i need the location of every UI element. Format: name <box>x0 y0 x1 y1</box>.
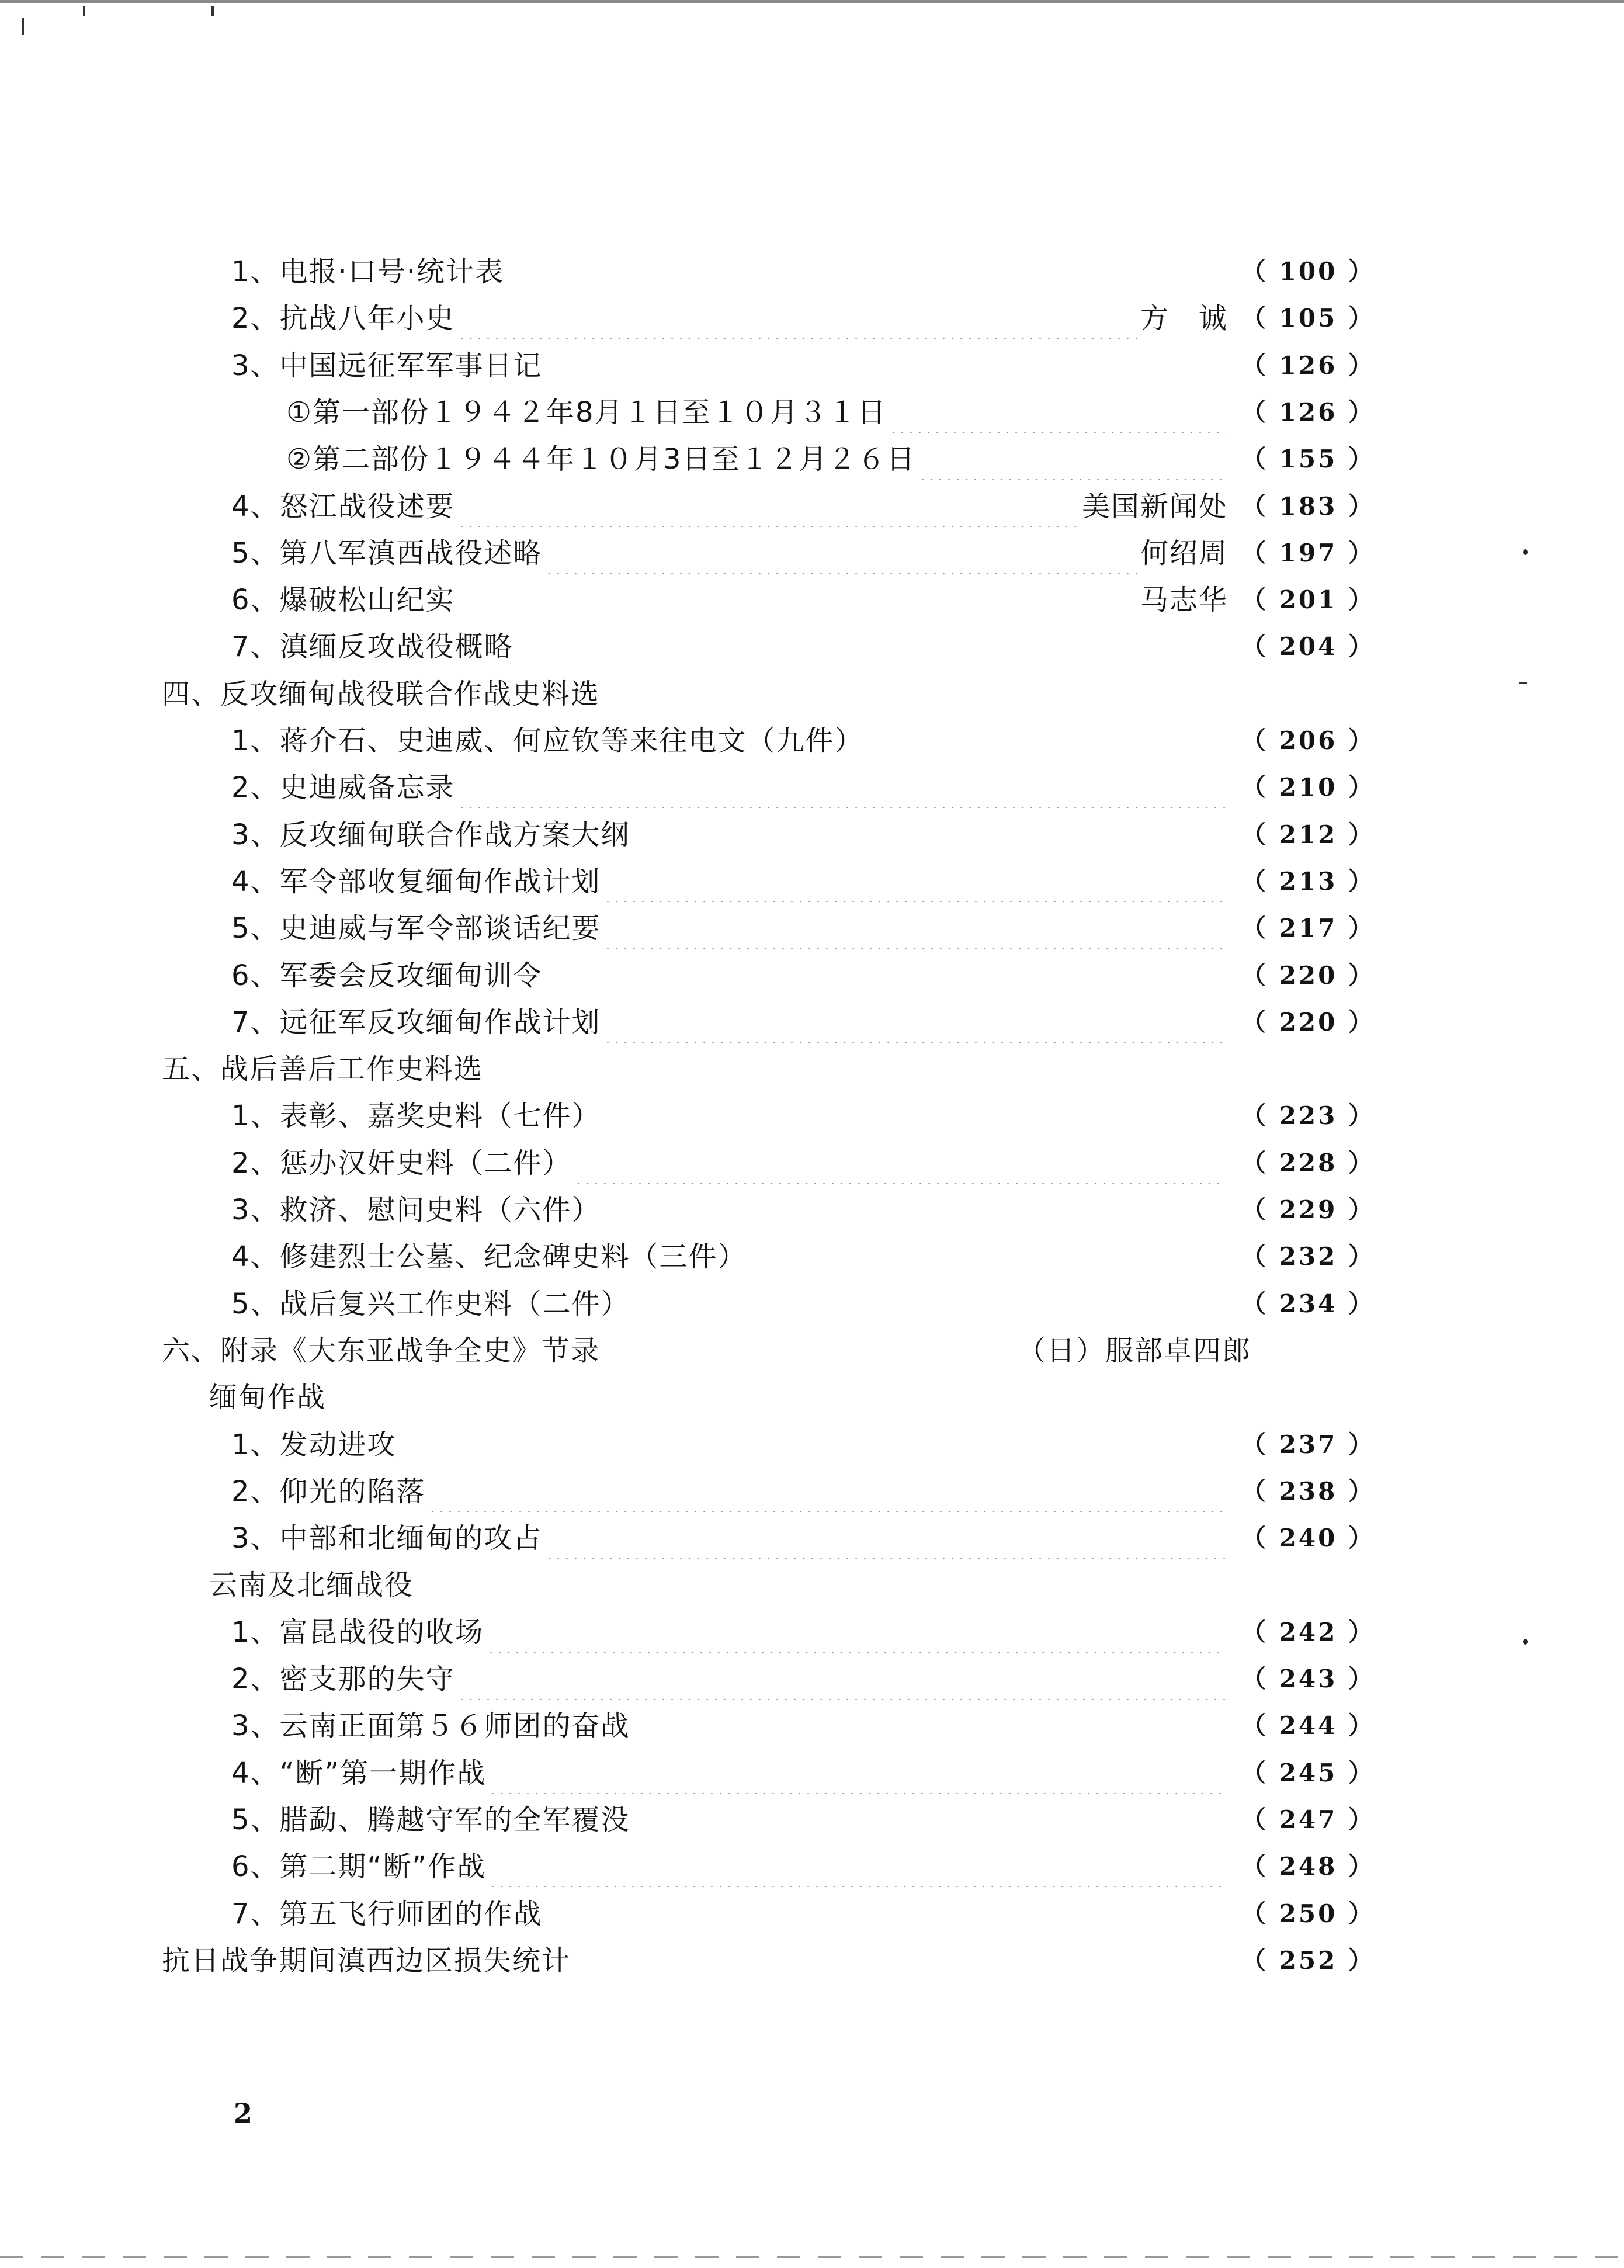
toc-entry[interactable] <box>231 1894 1375 1934</box>
toc-entry[interactable] <box>231 767 1375 808</box>
dot-leader <box>545 345 1226 386</box>
toc-entry-title: 3、反攻缅甸联合作战方案大纲 <box>231 818 630 851</box>
dot-leader <box>457 580 1138 620</box>
page-number: 2 <box>234 2097 253 2129</box>
toc-entry-title: 6、爆破松山纪实 <box>231 584 455 617</box>
dot-leader <box>603 1190 1226 1230</box>
dot-leader <box>918 439 1226 480</box>
toc-entry-page: （ 232 ） <box>1241 1242 1375 1271</box>
toc-entry[interactable] <box>231 626 1375 667</box>
toc-entry-author: （日）服部卓四郎 <box>1017 1334 1251 1367</box>
dot-leader <box>633 814 1226 855</box>
toc-entry-page: （ 240 ） <box>1241 1524 1375 1553</box>
toc-entry[interactable] <box>231 1846 1375 1887</box>
dot-leader <box>603 861 1226 902</box>
toc-entry-page: （ 245 ） <box>1241 1758 1375 1787</box>
dot-leader <box>488 1753 1226 1794</box>
toc-entry-title: 6、军委会反攻缅甸训令 <box>231 959 543 992</box>
dot-leader <box>574 1143 1226 1184</box>
toc-entry-title: 4、修建烈士公墓、纪念碑史料（三件） <box>231 1240 747 1274</box>
toc-entry-title: 3、中国远征军军事日记 <box>231 349 543 382</box>
toc-entry-title: 1、富昆战役的收场 <box>231 1615 484 1649</box>
toc-entry[interactable] <box>231 486 1375 527</box>
toc-entry-page: （ 220 ） <box>1241 960 1375 990</box>
toc-entry-title: 抗日战争期间滇西边区损失统计 <box>162 1944 571 1977</box>
toc-entry[interactable] <box>231 1143 1375 1184</box>
toc-entry[interactable] <box>231 720 1375 761</box>
dot-leader <box>488 1846 1226 1887</box>
toc-entry-title: 4、怒江战役述要 <box>231 490 455 523</box>
toc-entry-title: 1、蒋介石、史迪威、何应钦等来往电文（九件） <box>231 724 864 757</box>
toc-entry-page: （ 243 ） <box>1241 1664 1375 1693</box>
toc-entry-page: （ 217 ） <box>1241 914 1375 943</box>
toc-entry-page: （ 234 ） <box>1241 1289 1375 1318</box>
toc-entry[interactable] <box>231 955 1375 996</box>
dot-leader <box>749 1236 1226 1277</box>
toc-entry-page: （ 212 ） <box>1241 820 1375 849</box>
toc-entry[interactable] <box>231 251 1375 292</box>
dot-leader <box>545 1894 1226 1934</box>
toc-entry-page: （ 201 ） <box>1241 585 1375 615</box>
toc-entry[interactable] <box>231 1424 1375 1465</box>
toc-entry[interactable] <box>231 1284 1375 1324</box>
toc-entry-page: （ 100 ） <box>1241 257 1375 286</box>
toc-entry-title: 5、第八军滇西战役述略 <box>231 536 543 570</box>
toc-entry[interactable] <box>231 814 1375 855</box>
toc-entry-page: （ 238 ） <box>1241 1476 1375 1506</box>
scan-artifact <box>22 18 24 35</box>
toc-entry[interactable] <box>231 533 1375 574</box>
toc-entry-page: （ 242 ） <box>1241 1617 1375 1646</box>
dot-leader <box>516 626 1226 667</box>
toc-entry-title: 7、远征军反攻缅甸作战计划 <box>231 1005 601 1039</box>
toc-entry-page: （ 213 ） <box>1241 866 1375 896</box>
toc-entry-author: 何绍周 <box>1140 536 1228 570</box>
dot-leader <box>889 392 1226 433</box>
toc-entry-page: （ 197 ） <box>1241 538 1375 567</box>
toc-entry[interactable] <box>162 1940 1375 1981</box>
toc-entry-page: （ 247 ） <box>1241 1805 1375 1834</box>
toc-entry-author: 方 诚 <box>1140 302 1228 335</box>
toc-entry-page: （ 223 ） <box>1241 1101 1375 1130</box>
dot-leader <box>399 1424 1226 1465</box>
toc-entry-title: 2、抗战八年小史 <box>231 302 455 335</box>
toc-section-heading <box>162 1049 1228 1090</box>
toc-entry-title: 6、第二期“断”作战 <box>231 1850 487 1884</box>
toc-entry[interactable] <box>162 1330 1251 1371</box>
toc-section-heading <box>162 674 1228 715</box>
toc-entry-title: 缅甸作战 <box>209 1381 327 1414</box>
toc-entry-title: 3、云南正面第５６师团的奋战 <box>231 1709 630 1743</box>
toc-entry-title: 2、史迪威备忘录 <box>231 771 455 804</box>
toc-entry[interactable] <box>231 1659 1375 1700</box>
toc-entry[interactable] <box>231 1705 1375 1746</box>
dot-leader <box>457 1659 1226 1700</box>
dot-leader <box>457 486 1080 527</box>
toc-entry-title: 5、史迪威与军令部谈话纪要 <box>231 912 601 945</box>
dot-leader <box>603 1095 1226 1136</box>
toc-entry-title: 3、中部和北缅甸的攻占 <box>231 1522 543 1555</box>
toc-entry-title: 2、密支那的失守 <box>231 1663 455 1695</box>
toc-entry[interactable] <box>231 1799 1375 1840</box>
toc-entry-page: （ 210 ） <box>1241 773 1375 802</box>
toc-entry-page: （ 248 ） <box>1241 1852 1375 1881</box>
toc-entry-title: 3、救济、慰问史料（六件） <box>231 1194 601 1226</box>
toc-entry-page: （ 204 ） <box>1241 632 1375 661</box>
toc-entry-title: 7、第五飞行师团的作战 <box>231 1897 543 1930</box>
dot-leader <box>487 1612 1226 1653</box>
toc-entry-title: 2、仰光的陷落 <box>231 1475 426 1508</box>
dot-leader <box>633 1284 1226 1324</box>
dot-leader <box>457 298 1138 339</box>
toc-entry[interactable] <box>231 1518 1375 1559</box>
toc-entry[interactable] <box>231 1612 1375 1653</box>
scan-speck <box>1523 1639 1528 1645</box>
scan-top-edge <box>0 0 1624 3</box>
scan-artifact <box>1519 682 1527 684</box>
scan-bottom-edge <box>0 2256 1624 2258</box>
toc-entry-page: （ 126 ） <box>1241 351 1375 380</box>
toc-entry-title: 4、军令部收复缅甸作战计划 <box>231 865 601 898</box>
toc-entry-page: （ 105 ） <box>1241 304 1375 333</box>
toc-entry[interactable] <box>286 439 1375 480</box>
toc-entry-title: 1、电报·口号·统计表 <box>231 255 505 288</box>
toc-entry[interactable] <box>231 908 1375 949</box>
toc-entry[interactable] <box>231 1236 1375 1277</box>
toc-entry[interactable] <box>231 1002 1375 1043</box>
toc-entry-page: （ 183 ） <box>1241 491 1375 521</box>
toc-entry-page: （ 206 ） <box>1241 726 1375 755</box>
toc-entry-title: 7、滇缅反攻战役概略 <box>231 630 513 664</box>
toc-entry-title: 1、发动进攻 <box>231 1428 397 1461</box>
toc-entry[interactable] <box>231 298 1375 339</box>
dot-leader <box>603 908 1226 949</box>
toc-entry-title: 四、反攻缅甸战役联合作战史料选 <box>162 677 601 710</box>
toc-entry-title: 六、附录《大东亚战争全史》节录 <box>162 1334 601 1367</box>
dot-leader <box>603 1002 1226 1043</box>
scan-artifact <box>211 6 214 16</box>
toc-entry-page: （ 126 ） <box>1241 397 1375 426</box>
scan-artifact <box>83 6 85 16</box>
dot-leader <box>573 1940 1226 1981</box>
dot-leader <box>457 767 1226 808</box>
toc-entry-author: 美国新闻处 <box>1081 490 1228 523</box>
dot-leader <box>545 1518 1226 1559</box>
toc-entry-page: （ 228 ） <box>1241 1148 1375 1177</box>
toc-entry-page: （ 237 ） <box>1241 1430 1375 1459</box>
toc-entry[interactable] <box>231 1190 1375 1230</box>
dot-leader <box>545 955 1226 996</box>
dot-leader <box>428 1471 1226 1512</box>
toc-entry[interactable] <box>286 392 1375 433</box>
dot-leader <box>866 720 1226 761</box>
dot-leader <box>602 1330 1015 1371</box>
toc-entry-page: （ 252 ） <box>1241 1946 1375 1975</box>
toc-entry-page: （ 244 ） <box>1241 1711 1375 1740</box>
toc-entry-title: ②第二部份１９４４年１０月3日至１２月２６日 <box>286 443 916 476</box>
toc-entry-page: （ 229 ） <box>1241 1195 1375 1224</box>
toc-entry[interactable] <box>231 580 1375 620</box>
toc-entry[interactable] <box>231 861 1375 902</box>
toc-entry-page: （ 220 ） <box>1241 1007 1375 1036</box>
toc-entry-title: 五、战后善后工作史料选 <box>162 1053 484 1086</box>
dot-leader <box>545 533 1138 574</box>
toc-entry[interactable] <box>231 1471 1375 1512</box>
toc-entry-title: 5、腊勐、腾越守军的全军覆没 <box>231 1803 630 1836</box>
toc-entry[interactable] <box>231 345 1375 386</box>
toc-entry-title: 云南及北缅战役 <box>209 1569 414 1602</box>
toc-entry-title: 2、惩办汉奸史料（二件） <box>231 1146 572 1180</box>
toc-entry-page: （ 250 ） <box>1241 1899 1375 1928</box>
toc-entry-title: 4、“断”第一期作战 <box>231 1756 487 1790</box>
toc-entry-title: ①第一部份１９４２年8月１日至１０月３１日 <box>286 396 887 429</box>
toc-entry[interactable] <box>231 1095 1375 1136</box>
dot-leader <box>633 1705 1226 1746</box>
toc-entry-title: 5、战后复兴工作史料（二件） <box>231 1287 630 1320</box>
toc-entry-title: 1、表彰、嘉奖史料（七件） <box>231 1100 601 1133</box>
scan-speck <box>1523 549 1528 555</box>
toc-section-heading <box>209 1565 1228 1605</box>
dot-leader <box>633 1799 1226 1840</box>
toc-entry[interactable] <box>231 1753 1375 1794</box>
toc-entry-page: （ 155 ） <box>1241 445 1375 474</box>
toc-entry-author: 马志华 <box>1140 584 1228 617</box>
dot-leader <box>506 251 1226 292</box>
toc-section-heading <box>209 1377 1228 1418</box>
